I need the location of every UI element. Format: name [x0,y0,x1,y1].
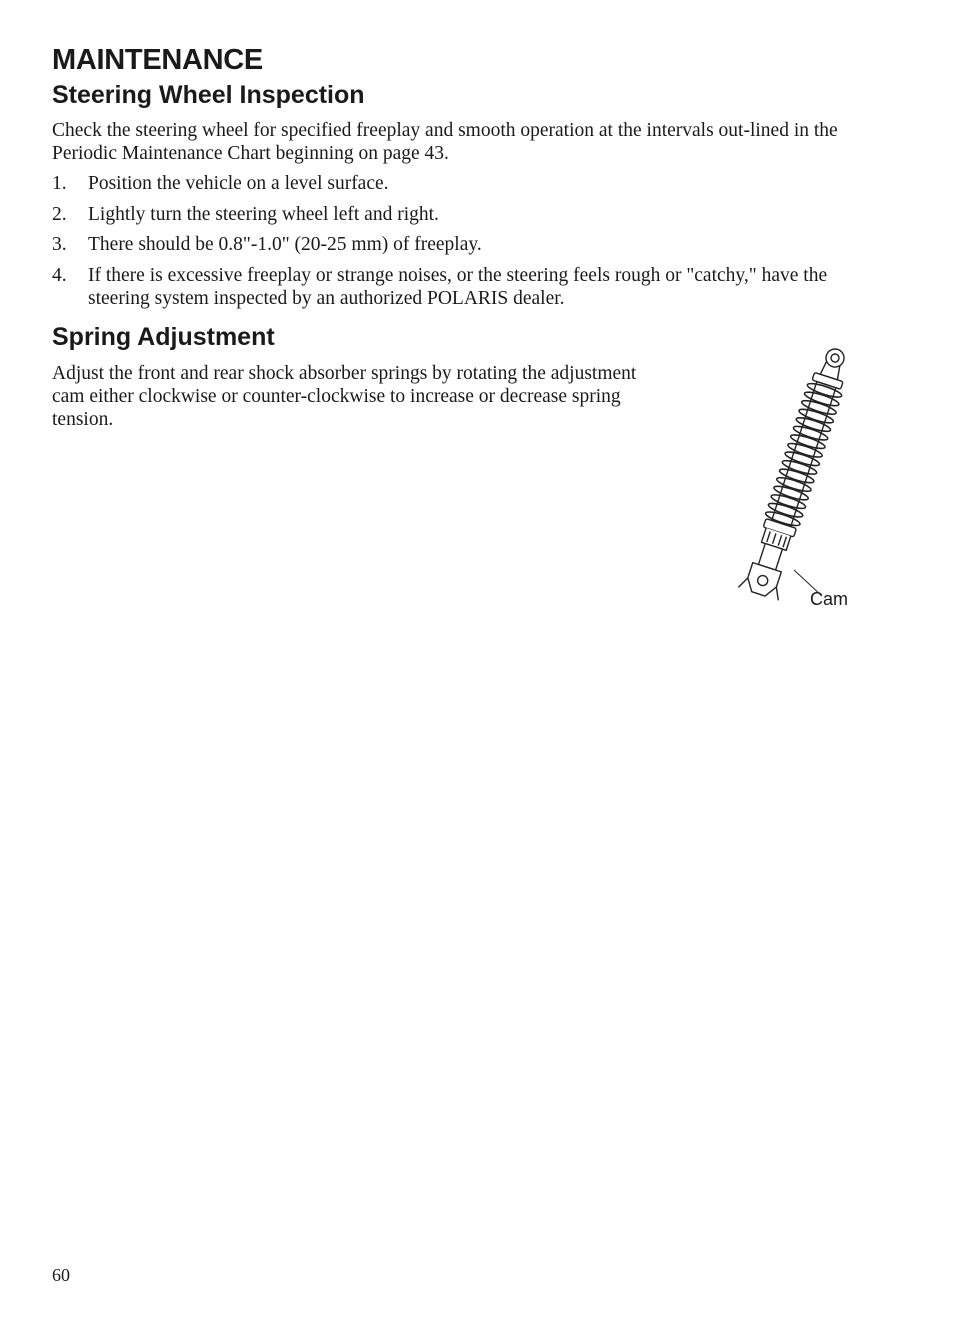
list-item [52,203,882,226]
step-number: 1. [52,173,67,194]
step-text: Lightly turn the steering wheel left and right. [88,203,439,225]
list-item [52,264,882,310]
step-number: 3. [52,234,67,255]
steering-steps [52,172,882,317]
steering-heading: Steering Wheel Inspection [52,81,365,109]
step-text: There should be 0.8"-1.0" (20-25 mm) of freeplay. [88,234,482,255]
list-item [52,233,882,256]
page-number: 60 [52,1265,70,1285]
step-number: 4. [52,264,67,286]
cam-label: Cam [810,589,849,609]
shock-absorber-illustration [732,338,862,613]
step-number: 2. [52,203,67,225]
step-text: Position the vehicle on a level surface. [88,173,389,194]
spring-heading: Spring Adjustment [52,323,275,351]
steering-intro: Check the steering wheel for specified freeplay and smooth operation at the intervals out-lined in the Periodic Maintenance Chart beginning on page 43. [52,120,838,164]
step-text: If there is excessive freeplay or strange noises, or the steering feels rough or "catchy," have the steering system inspected by an authorized POLARIS dealer. [88,264,828,309]
list-item [52,172,882,195]
spring-text: Adjust the front and rear shock absorber springs by rotating the adjustment cam either clockwise or counter-clockwise to increase or decrease spring tension. [52,363,637,430]
section-title: MAINTENANCE [52,44,263,76]
